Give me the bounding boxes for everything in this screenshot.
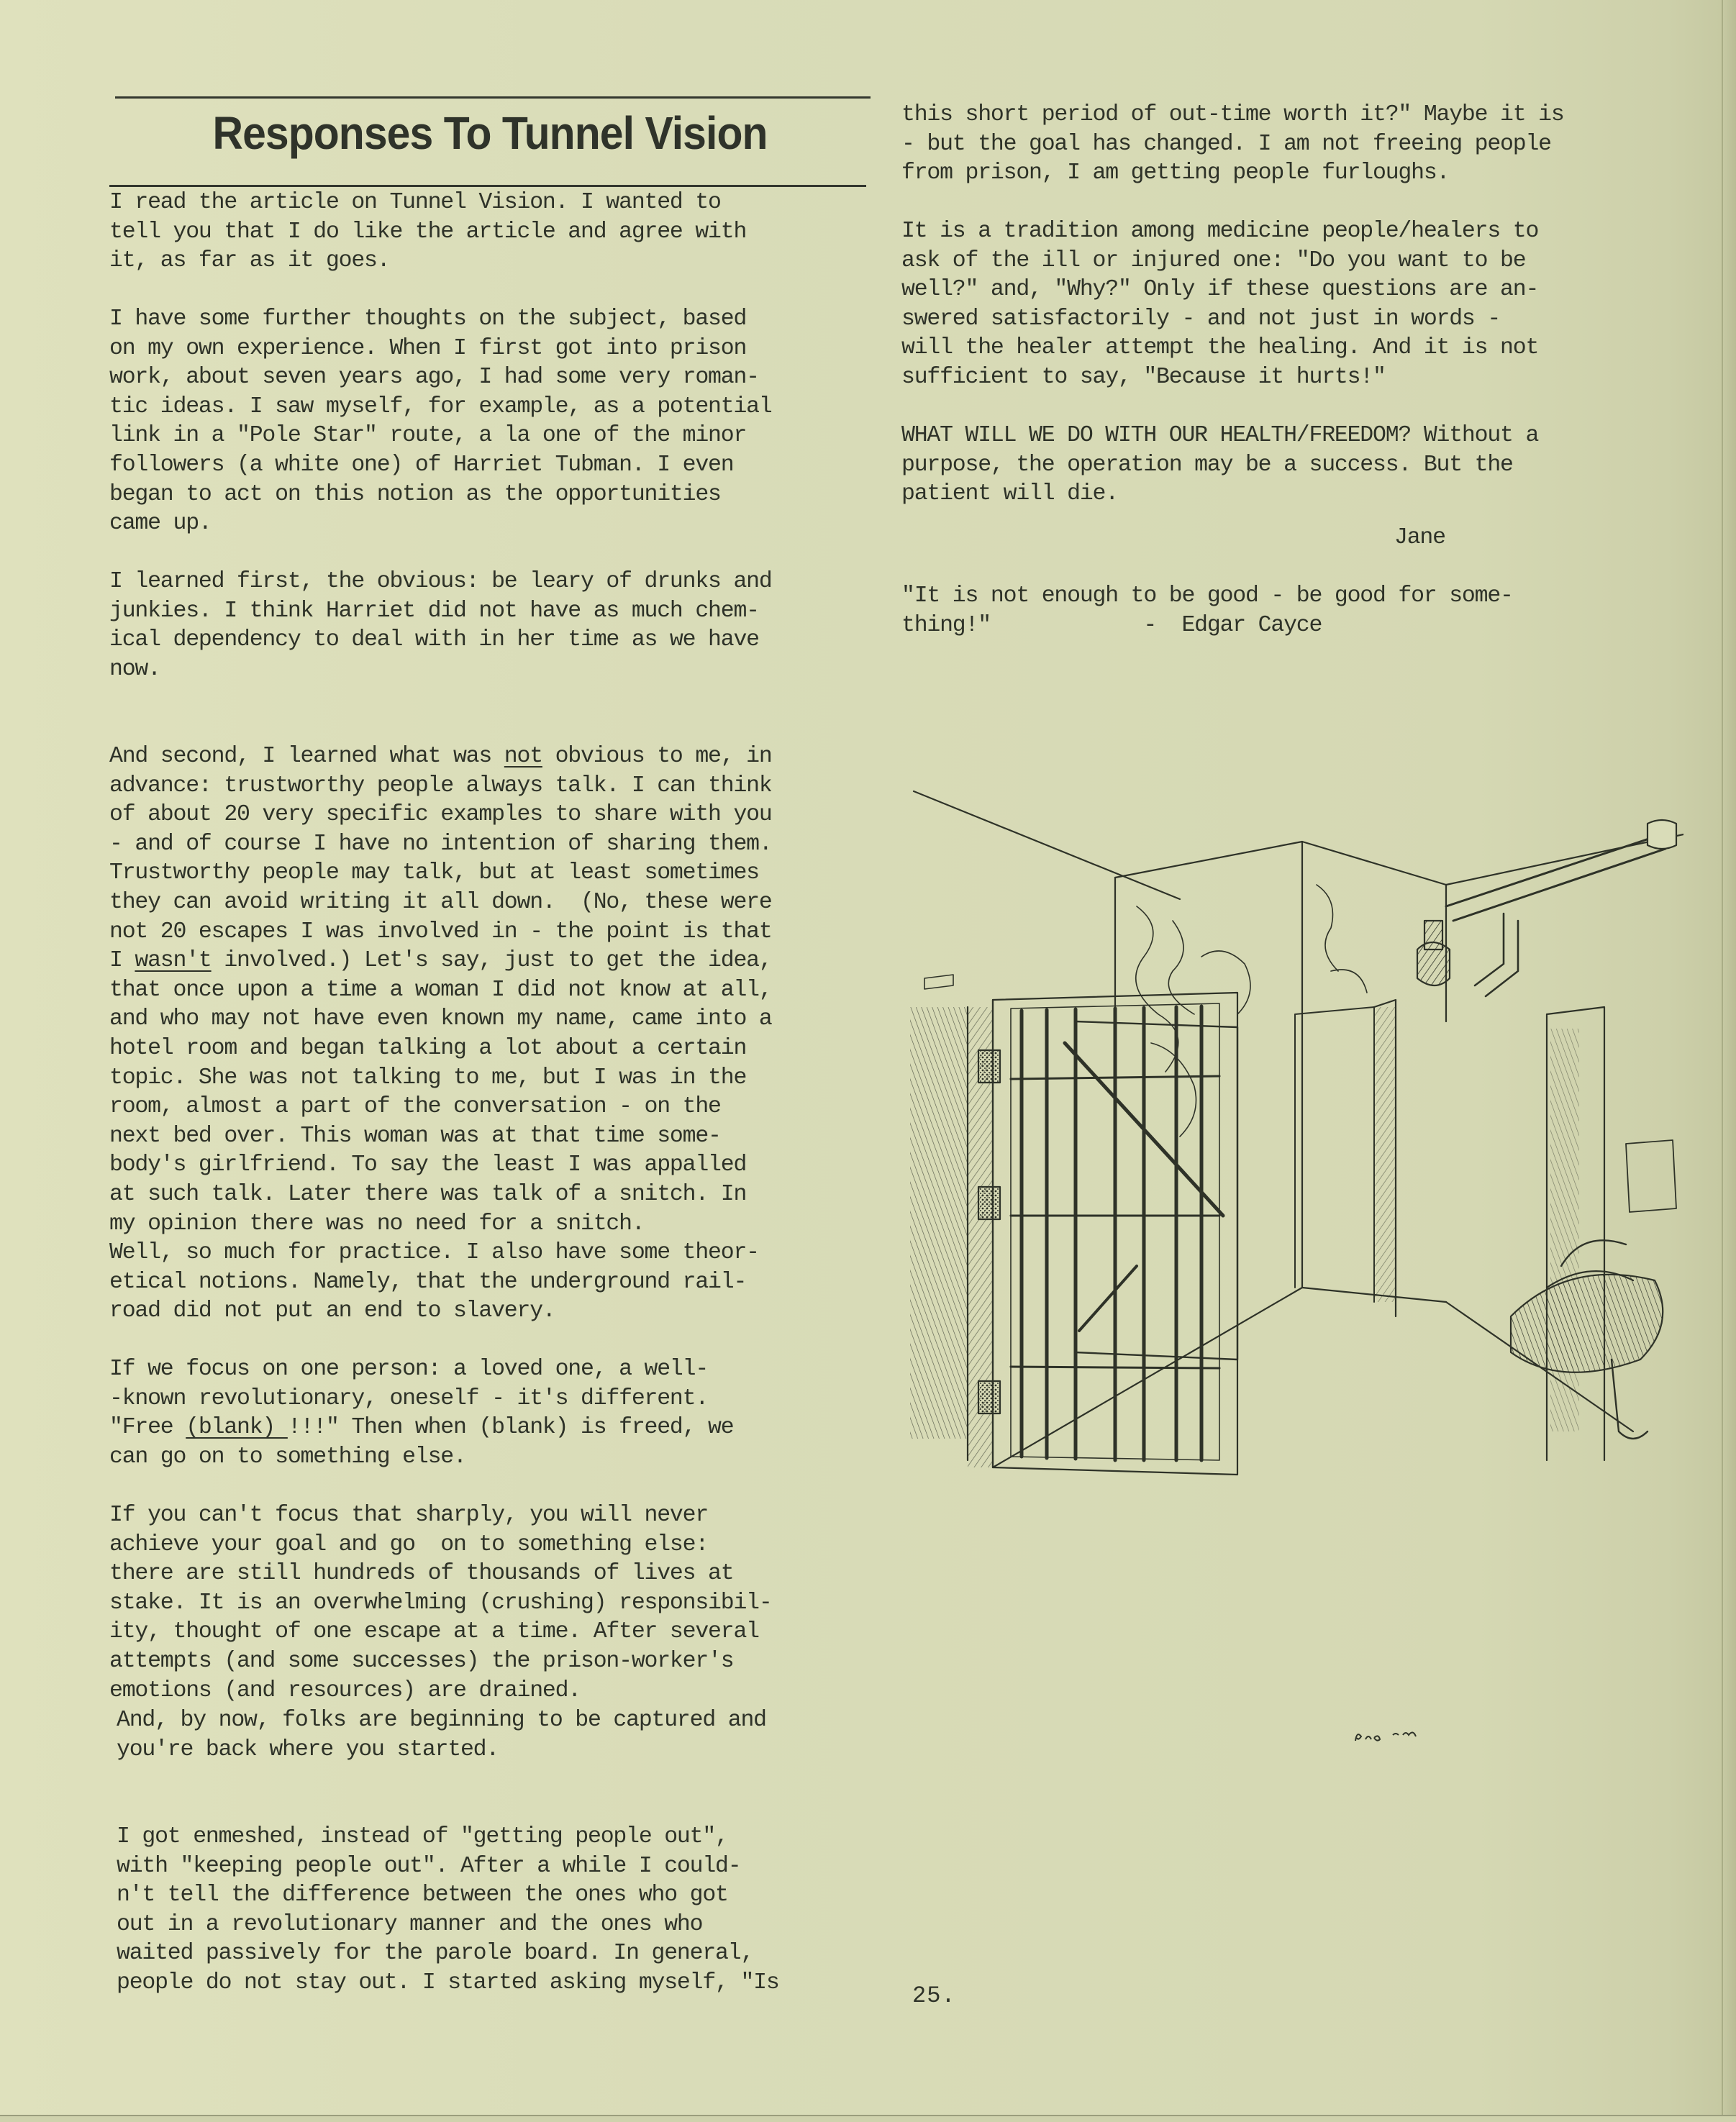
page-bottom-edge [0,2115,1736,2122]
text-line: of about 20 very specific examples to share with you [109,802,772,828]
paragraph [117,1706,766,1764]
text-line: swered satisfactorily - and not just in words - [901,306,1501,332]
paragraph [109,1501,772,1706]
text-line: out in a revolutionary manner and the ones who [117,1911,703,1937]
wall-texture [1136,906,1250,1137]
text-line: not 20 escapes I was involved in - the point is that [109,919,772,944]
text-line: I read the article on Tunnel Vision. I wanted to [109,190,721,215]
text-line: began to act on this notion as the opportunities [109,481,721,507]
left-column [109,188,879,1995]
text-line: - but the goal has changed. I am not freeing people [901,131,1551,157]
paragraph [109,568,772,684]
article-title: Responses To Tunnel Vision [212,107,768,159]
cell-bars [1022,1006,1201,1460]
left-wall-shading [910,1007,968,1439]
prison-cell-illustration [899,741,1683,1834]
text-line: n't tell the difference between the ones who got [117,1882,728,1908]
paragraph [109,1355,733,1472]
text-line: I got enmeshed, instead of "getting people out", [117,1824,728,1849]
text-line: junkies. I think Harriet did not have as much chem- [109,598,759,624]
underlined-text: (blank) [186,1415,288,1441]
hinge-bottom [978,1381,1000,1413]
doorway [1295,1007,1374,1302]
underlined-text: wasn't [135,948,212,974]
text-line: I learned first, the obvious: be leary of drunks and [109,569,772,594]
sink [1511,1275,1663,1372]
text-line: tic ideas. I saw myself, for example, as a potential [109,393,772,419]
text-line: ask of the ill or injured one: "Do you want to be [901,247,1526,273]
text-line: "It is not enough to be good - be good for some- [901,583,1513,609]
text-line: WHAT WILL WE DO WITH OUR HEALTH/FREEDOM? Without a [901,423,1539,448]
text-line: followers (a white one) of Harriet Tubman. I even [109,452,734,478]
underlined-text: not [504,744,542,769]
text-line: and who may not have even known my name, came into a [109,1006,772,1032]
paragraph [901,217,1538,393]
text-line: sufficient to say, "Because it hurts!" [901,364,1386,390]
text-line: And, by now, folks are beginning to be captured and [117,1708,766,1733]
text-line: It is a tradition among medicine people/healers to [901,219,1539,244]
valve [1417,921,1450,985]
lower-brace [1079,1266,1137,1331]
text-line: patient will die. [901,481,1118,507]
text-line: attempts (and some successes) the prison-worker's [109,1648,734,1674]
text-line: people do not stay out. I started asking myself, "Is [117,1970,779,1995]
text-line: at such talk. Later there was talk of a snitch. In [109,1181,747,1207]
text-line: emotions (and resources) are drained. [109,1677,581,1703]
text-line: waited passively for the parole board. In general, [117,1941,754,1967]
text-line: next bed over. This woman was at that time some- [109,1123,721,1149]
text-line: with "keeping people out". After a while I could- [117,1853,741,1879]
text-line: came up. [109,511,212,537]
paragraph [109,188,746,276]
page-edge [1722,0,1736,2122]
text-line: etical notions. Namely, that the underground rail- [109,1269,747,1295]
heading-top-rule [115,96,871,99]
text-line: now. [109,656,160,682]
text-line: can go on to something else. [109,1444,466,1470]
sink-pipe [1612,1360,1648,1439]
page-number: 25. [912,1982,956,2009]
text-line: I wasn't involved.) Let's say, just to get the idea, [109,948,772,974]
right-column [901,101,1664,638]
text-line: they can avoid writing it all down. (No, these were [109,889,772,915]
text-line: ical dependency to deal with in her time as we have [109,627,759,653]
text-line: there are still hundreds of thousands of lives at [109,1561,734,1587]
text-line: If you can't focus that sharply, you will never [109,1503,709,1528]
text-line: you're back where you started. [117,1736,499,1762]
wall-texture [1317,885,1367,993]
text-line: tell you that I do like the article and agree with [109,219,747,245]
text-line: it, as far as it goes. [109,248,390,274]
heading-bottom-rule [109,185,866,187]
text-line: well?" and, "Why?" Only if these questions are an- [901,277,1539,303]
signature-scribble [1353,1725,1432,1745]
text-line: room, almost a part of the conversation - on the [109,1094,721,1120]
text-line: ity, thought of one escape at a time. After several [109,1619,759,1645]
right-post-shading [1550,1029,1579,1431]
paragraph [109,742,772,1239]
text-line: road did not put an end to slavery. [109,1298,555,1324]
text-line: I have some further thoughts on the subject, based [109,306,747,332]
author-signoff: Jane [1394,525,1445,550]
ceiling-line [914,791,1180,899]
hinge-top [978,1050,1000,1083]
artist-signature [1353,1725,1432,1749]
paragraph [109,305,772,539]
text-line: that once upon a time a woman I did not know at all, [109,977,772,1003]
text-line: "Free (blank) !!!" Then when (blank) is freed, we [109,1415,734,1441]
text-line: advance: trustworthy people always talk. I can think [109,773,772,798]
paragraph [901,422,1538,509]
doorway-jamb-shading [1374,1007,1396,1302]
text-line: -known revolutionary, oneself - it's different. [109,1385,709,1411]
paragraph [109,1239,759,1326]
text-line: Trustworthy people may talk, but at least sometimes [109,860,759,886]
text-line: from prison, I am getting people furloughs. [901,160,1450,186]
text-line: Well, so much for practice. I also have some theor- [109,1240,759,1265]
text-line: hotel room and began talking a lot about a certain [109,1035,747,1061]
text-line: this short period of out-time worth it?" Maybe it is [901,102,1564,127]
hinge-middle [978,1187,1000,1219]
closing-quote [901,582,1513,640]
text-line: If we focus on one person: a loved one, a well- [109,1357,709,1382]
text-line: topic. She was not talking to me, but I was in the [109,1065,747,1090]
text-line: And second, I learned what was not obvious to me, in [109,744,772,769]
text-line: - and of course I have no intention of sharing them. [109,831,772,857]
paragraph [117,1823,779,1998]
text-line: my opinion there was no need for a snitch. [109,1211,645,1237]
pipe-elbow [1648,820,1676,849]
back-wall-top [1115,842,1446,885]
text-line: body's girlfriend. To say the least I was appalled [109,1152,747,1178]
text-line: purpose, the operation may be a success. But the [901,452,1513,478]
drain-pipe [1475,914,1518,996]
text-line: link in a "Pole Star" route, a la one of the minor [109,423,747,449]
text-line: achieve your goal and go on to something else: [109,1531,709,1557]
text-line: on my own experience. When I first got into prison [109,335,747,361]
door-plate [924,975,953,989]
paragraph [901,101,1564,188]
text-line: work, about seven years ago, I had some very roman- [109,365,759,391]
text-line: stake. It is an overwhelming (crushing) responsibil- [109,1590,772,1616]
text-line: thing!" - Edgar Cayce [901,612,1322,638]
wall-notice [1626,1140,1676,1212]
text-line: will the healer attempt the healing. And it is not [901,335,1539,361]
